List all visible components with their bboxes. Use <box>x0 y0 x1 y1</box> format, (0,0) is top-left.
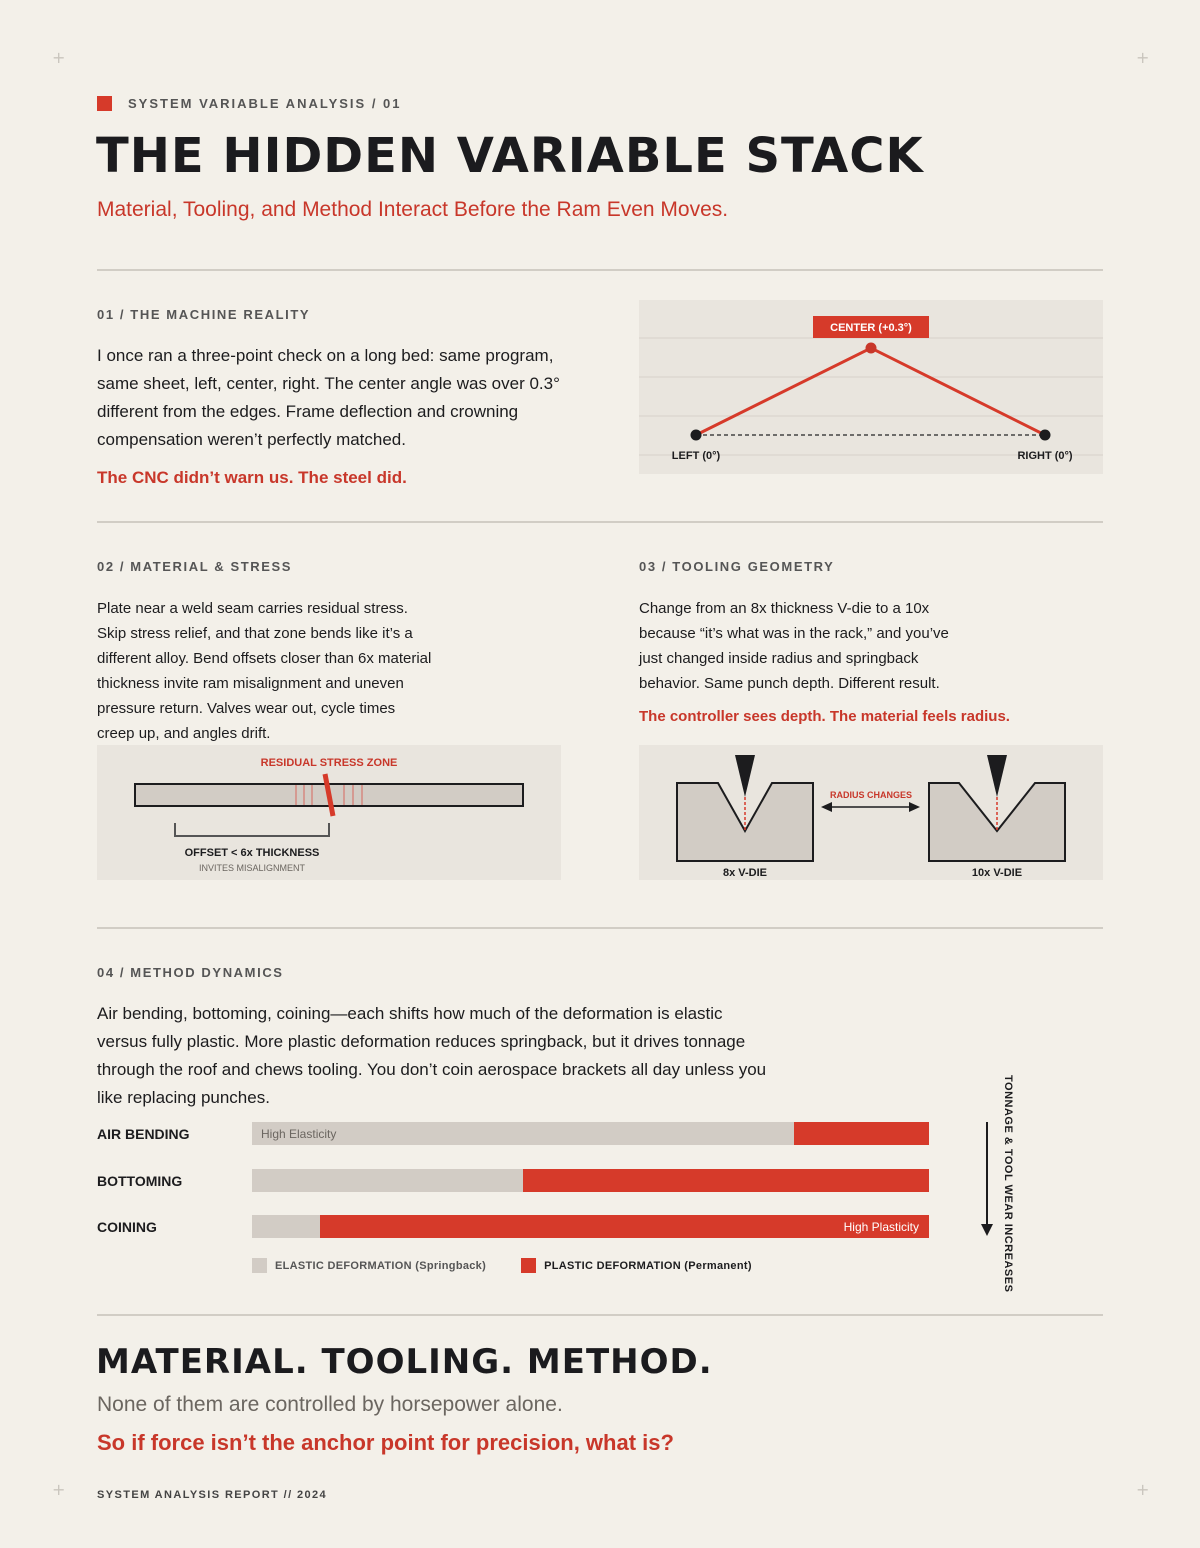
plastic-bar <box>523 1169 929 1192</box>
crosshair-mark: + <box>1136 1480 1150 1499</box>
right-label: RIGHT (0°) <box>1017 450 1073 462</box>
bar-inner-label: High Elasticity <box>261 1127 337 1141</box>
divider <box>97 927 1103 929</box>
bar-row-air-bending <box>97 1122 937 1146</box>
crosshair-mark: + <box>52 48 66 67</box>
legend-swatch-elastic <box>252 1258 267 1273</box>
elastic-bar <box>252 1122 929 1145</box>
stress-zone-svg <box>97 745 561 880</box>
page-subtitle: Material, Tooling, and Method Interact Before the Ram Even Moves. <box>97 198 729 221</box>
plastic-bar <box>320 1215 929 1238</box>
punch-left <box>735 755 755 797</box>
eyebrow <box>97 96 402 111</box>
divider <box>97 269 1103 271</box>
left-label: LEFT (0°) <box>671 450 721 462</box>
footer: SYSTEM ANALYSIS REPORT // 2024 <box>97 1489 328 1501</box>
bar-label: COINING <box>97 1219 157 1235</box>
legend-plastic: PLASTIC DEFORMATION (Permanent) <box>544 1259 752 1272</box>
crosshair-mark: + <box>1136 48 1150 67</box>
plastic-bar <box>794 1122 929 1145</box>
section-2-body: Plate near a weld seam carries residual stress. Skip stress relief, and that zone bends like it’s a different alloy. Bend offsets closer than 6x material thickness invite ram misalignment and uneven pressure return. Valves wear out, cycle times creep up, and angles drift. <box>97 600 432 742</box>
die-8x-label: 8x V-DIE <box>722 867 768 879</box>
vdie-diagram <box>639 745 1103 880</box>
section-3-accent: The controller sees depth. The material feels radius. <box>639 708 1010 725</box>
page-title: THE HIDDEN VARIABLE STACK <box>96 128 924 184</box>
die-10x-label: 10x V-DIE <box>971 867 1023 879</box>
section-4-body: Air bending, bottoming, coining—each shifts how much of the deformation is elastic versus fully plastic. More plastic deformation reduces springback, but it drives tonnage through the roof and chews tooling. You don’t coin aerospace brackets all day unless you like replacing punches. <box>97 1004 767 1107</box>
bar-label: AIR BENDING <box>97 1126 190 1142</box>
deflection-diagram <box>639 300 1103 474</box>
elastic-bar <box>252 1215 929 1238</box>
stress-zone-diagram <box>97 745 561 880</box>
bar-label: BOTTOMING <box>97 1173 183 1189</box>
section-1-label: 01 / THE MACHINE REALITY <box>97 307 311 322</box>
bar-row-coining <box>97 1215 937 1239</box>
offset-label: OFFSET < 6x THICKNESS <box>184 847 320 859</box>
section-1-accent: The CNC didn’t warn us. The steel did. <box>97 468 407 487</box>
deflection-svg <box>639 300 1103 474</box>
section-3-body: Change from an 8x thickness V-die to a 10x because “it’s what was in the rack,” and you’ve just changed inside radius and springback behavior. Same punch depth. Different result. <box>639 600 949 692</box>
legend <box>252 1258 787 1273</box>
offset-sub: INVITES MISALIGNMENT <box>198 863 306 873</box>
down-arrow-icon <box>978 1120 996 1238</box>
vdie-svg <box>639 745 1103 880</box>
section-3-label: 03 / TOOLING GEOMETRY <box>639 559 835 574</box>
left-point <box>691 430 702 441</box>
closing-headline: MATERIAL. TOOLING. METHOD. <box>96 1342 713 1382</box>
arrow-head <box>981 1224 993 1236</box>
closing-question: So if force isn’t the anchor point for precision, what is? <box>97 1430 674 1455</box>
accent-square-icon <box>97 96 112 111</box>
legend-swatch-plastic <box>521 1258 536 1273</box>
tonnage-axis-label: TONNAGE & TOOL WEAR INCREASES <box>1002 1075 1014 1293</box>
divider <box>97 521 1103 523</box>
right-point <box>1040 430 1051 441</box>
section-1-body: I once ran a three-point check on a long bed: same program, same sheet, left, center, right. The center angle was over 0.3° different from the edges. Frame deflection and crowning compensation weren’t perfectly matched. <box>97 346 560 449</box>
offset-bracket <box>175 823 329 836</box>
bar-row-bottoming <box>97 1169 937 1193</box>
eyebrow-text: SYSTEM VARIABLE ANALYSIS / 01 <box>128 96 402 111</box>
section-2-label: 02 / MATERIAL & STRESS <box>97 559 293 574</box>
zone-label: RESIDUAL STRESS ZONE <box>260 757 398 769</box>
elastic-bar <box>252 1169 929 1192</box>
arrow-head-right-icon <box>909 802 920 812</box>
bar-inner-label: High Plasticity <box>843 1220 919 1234</box>
divider <box>97 1314 1103 1316</box>
punch-right <box>987 755 1007 797</box>
closing-sub: None of them are controlled by horsepower alone. <box>97 1393 563 1416</box>
deflection-line <box>696 348 1045 435</box>
center-label: CENTER (+0.3°) <box>830 322 912 334</box>
section-4-label: 04 / METHOD DYNAMICS <box>97 965 284 980</box>
legend-elastic: ELASTIC DEFORMATION (Springback) <box>275 1259 487 1272</box>
arrow-head-left-icon <box>821 802 832 812</box>
center-point <box>866 343 877 354</box>
radius-changes-label: RADIUS CHANGES <box>829 790 913 800</box>
crosshair-mark: + <box>52 1480 66 1499</box>
